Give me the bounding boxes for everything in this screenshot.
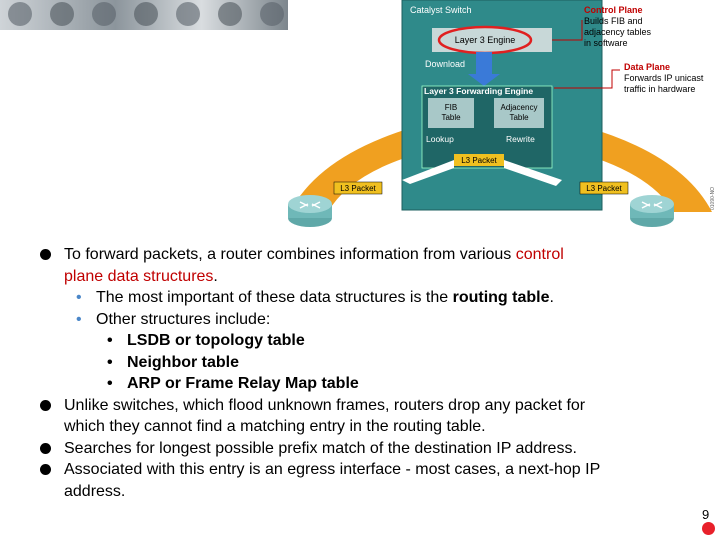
control-plane-line-3: in software [584,38,628,48]
fib-table-label-2: Table [441,113,461,122]
cef-architecture-diagram [282,0,720,238]
control-plane-line-2: adjacency tables [584,27,652,37]
bullet-list [40,244,680,502]
fib-table-label-1: FIB [444,103,458,112]
rewrite-label: Rewrite [506,134,535,144]
sub-sub-bullet-lsdb: • LSDB or topology table [40,330,680,352]
sub-sub-bullet-dot: • [107,332,113,349]
control-plane-title: Control Plane [584,5,643,15]
control-plane-line-1: Builds FIB and [584,16,643,26]
sub-bullet-other-structures: • Other structures include: [40,309,680,331]
page-number: 9 [702,507,710,522]
adjacency-table-label-2: Table [509,113,529,122]
figure-id: 01090-NO [710,186,716,210]
l3-packet-left-label: L3 Packet [340,184,376,193]
lookup-label: Lookup [426,134,454,144]
header-banner-image [0,0,288,30]
bullet-dot [40,249,51,260]
l3-packet-center-label: L3 Packet [461,156,497,165]
l3-packet-right-label: L3 Packet [586,184,622,193]
sub-sub-bullet-neighbor: • Neighbor table [40,352,680,374]
bullet-4: Associated with this entry is an egress interface - most cases, a next-hop IP address. [40,459,680,502]
sub-bullet-dot: • [76,289,82,306]
sub-bullet-dot: • [76,310,82,328]
bullet-dot [40,443,51,454]
right-router-icon [630,195,674,227]
left-router-icon [288,195,332,227]
bullet-3: Searches for longest possible prefix match of the destination IP address. [40,438,680,460]
adjacency-table-label-1: Adjacency [500,103,538,112]
bullet-2: Unlike switches, which flood unknown frames, routers drop any packet for which they cannot find a matching entry in the routing table. [40,395,680,438]
sub-sub-bullet-dot: • [107,375,113,392]
data-plane-title: Data Plane [624,62,671,72]
forwarding-engine-label: Layer 3 Forwarding Engine [424,86,534,96]
data-plane-line-1: Forwards IP unicast [624,73,704,83]
catalyst-switch-label: Catalyst Switch [410,5,472,15]
data-plane-line-2: traffic in hardware [624,84,696,94]
sub-bullet-routing-table: • The most important of these data structures is the routing table. [40,287,680,309]
download-label: Download [425,59,466,69]
red-dot-marker [702,522,715,535]
layer3-engine-label: Layer 3 Engine [454,35,516,45]
bullet-dot [40,400,51,411]
sub-sub-bullet-dot: • [107,353,113,371]
bullet-dot [40,464,51,475]
sub-sub-bullet-arp: • ARP or Frame Relay Map table [40,373,680,395]
bullet-1: To forward packets, a router combines information from various control plane data structures. [40,244,680,287]
